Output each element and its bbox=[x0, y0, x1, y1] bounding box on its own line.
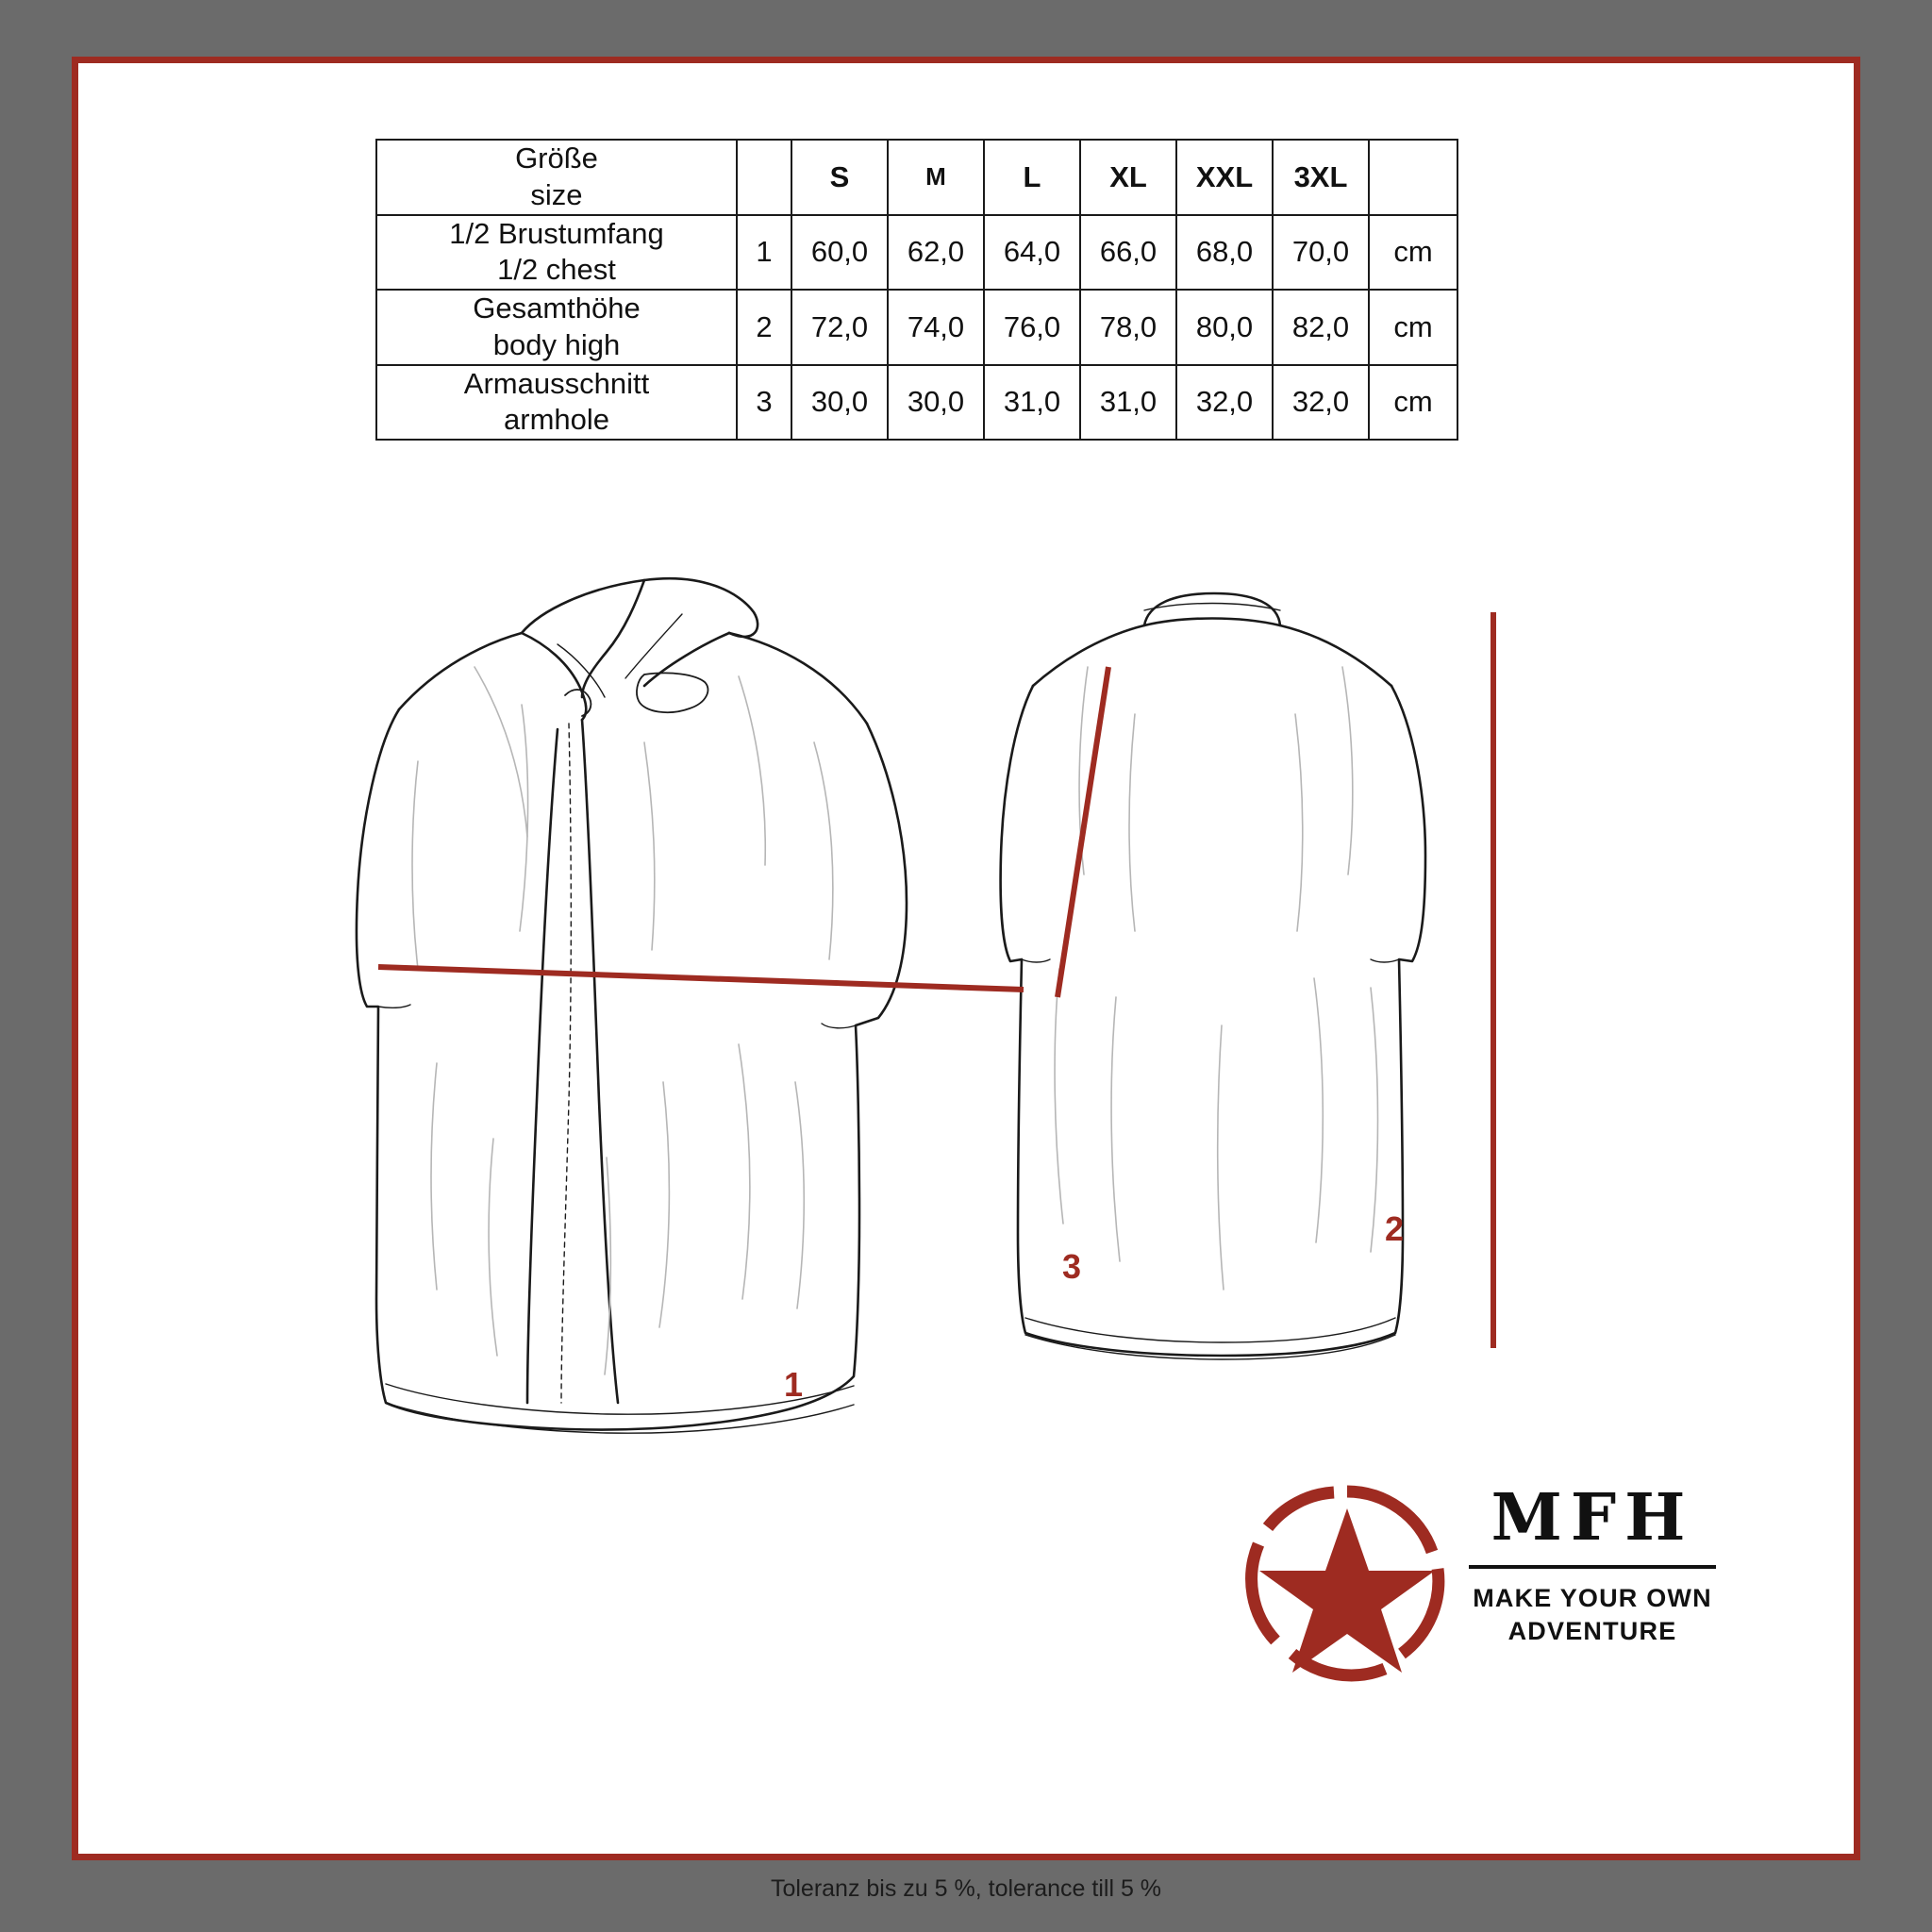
row-index: 1 bbox=[737, 215, 791, 291]
header-label-en: size bbox=[530, 177, 583, 211]
table-header-row bbox=[376, 140, 1457, 215]
star-in-circle-icon bbox=[1243, 1478, 1451, 1686]
brand-name: MFH bbox=[1491, 1480, 1694, 1556]
red-border-frame bbox=[72, 57, 1860, 1860]
brand-logo bbox=[1243, 1478, 1715, 1705]
row-index: 3 bbox=[737, 365, 791, 441]
header-size-xl: XL bbox=[1080, 140, 1176, 215]
cell-armhole-3xl: 32,0 bbox=[1273, 365, 1369, 441]
row-label-chest bbox=[376, 215, 737, 291]
table-row bbox=[376, 365, 1457, 441]
header-label-de: Größe bbox=[515, 142, 598, 175]
tagline-line-2: ADVENTURE bbox=[1507, 1617, 1677, 1646]
measure-label-3: 3 bbox=[1062, 1247, 1082, 1286]
header-label-cell bbox=[376, 140, 737, 215]
cell-chest-unit: cm bbox=[1369, 215, 1457, 291]
row-label-armhole bbox=[376, 365, 737, 441]
header-size-l: L bbox=[984, 140, 1080, 215]
header-unit-cell bbox=[1369, 140, 1457, 215]
table-row bbox=[376, 290, 1457, 365]
row-label-en: body high bbox=[492, 327, 621, 361]
cell-body-s: 72,0 bbox=[791, 290, 888, 365]
cell-armhole-xl: 31,0 bbox=[1080, 365, 1176, 441]
diagram-canvas bbox=[78, 63, 1854, 1854]
tagline-line-1: MAKE YOUR OWN bbox=[1473, 1584, 1712, 1612]
row-label-body-high bbox=[376, 290, 737, 365]
table-row bbox=[376, 215, 1457, 291]
header-size-3xl: 3XL bbox=[1273, 140, 1369, 215]
header-size-s: S bbox=[791, 140, 888, 215]
row-label-de: 1/2 Brustumfang bbox=[449, 216, 664, 250]
cell-body-3xl: 82,0 bbox=[1273, 290, 1369, 365]
measure-line-1 bbox=[378, 967, 1024, 990]
row-label-en: 1/2 chest bbox=[497, 253, 616, 287]
cell-body-l: 76,0 bbox=[984, 290, 1080, 365]
logo-text-block bbox=[1465, 1480, 1720, 1648]
technical-drawing bbox=[78, 554, 1854, 1591]
cell-armhole-m: 30,0 bbox=[888, 365, 984, 441]
measure-line-3 bbox=[1058, 667, 1108, 997]
size-table bbox=[375, 139, 1458, 441]
tolerance-note: Toleranz bis zu 5 %, tolerance till 5 % bbox=[770, 1875, 1162, 1902]
cell-chest-xl: 66,0 bbox=[1080, 215, 1176, 291]
vest-back-view bbox=[1001, 593, 1425, 1359]
cell-body-m: 74,0 bbox=[888, 290, 984, 365]
cell-armhole-s: 30,0 bbox=[791, 365, 888, 441]
row-label-de: Gesamthöhe bbox=[473, 291, 641, 325]
cell-chest-l: 64,0 bbox=[984, 215, 1080, 291]
cell-armhole-l: 31,0 bbox=[984, 365, 1080, 441]
row-index: 2 bbox=[737, 290, 791, 365]
cell-chest-m: 62,0 bbox=[888, 215, 984, 291]
cell-armhole-xxl: 32,0 bbox=[1176, 365, 1273, 441]
vest-front-view bbox=[357, 578, 907, 1433]
measurement-lines bbox=[378, 612, 1493, 1348]
header-size-xxl: XXL bbox=[1176, 140, 1273, 215]
cell-body-unit: cm bbox=[1369, 290, 1457, 365]
header-size-m: M bbox=[888, 140, 984, 215]
cell-chest-xxl: 68,0 bbox=[1176, 215, 1273, 291]
cell-body-xxl: 80,0 bbox=[1176, 290, 1273, 365]
cell-armhole-unit: cm bbox=[1369, 365, 1457, 441]
logo-divider bbox=[1469, 1565, 1716, 1569]
cell-chest-3xl: 70,0 bbox=[1273, 215, 1369, 291]
cell-chest-s: 60,0 bbox=[791, 215, 888, 291]
measure-label-1: 1 bbox=[784, 1365, 804, 1404]
measure-label-2: 2 bbox=[1385, 1209, 1405, 1248]
row-label-de: Armausschnitt bbox=[463, 366, 650, 400]
size-table-container bbox=[375, 139, 1458, 441]
row-label-en: armhole bbox=[504, 403, 609, 437]
header-index-cell bbox=[737, 140, 791, 215]
cell-body-xl: 78,0 bbox=[1080, 290, 1176, 365]
